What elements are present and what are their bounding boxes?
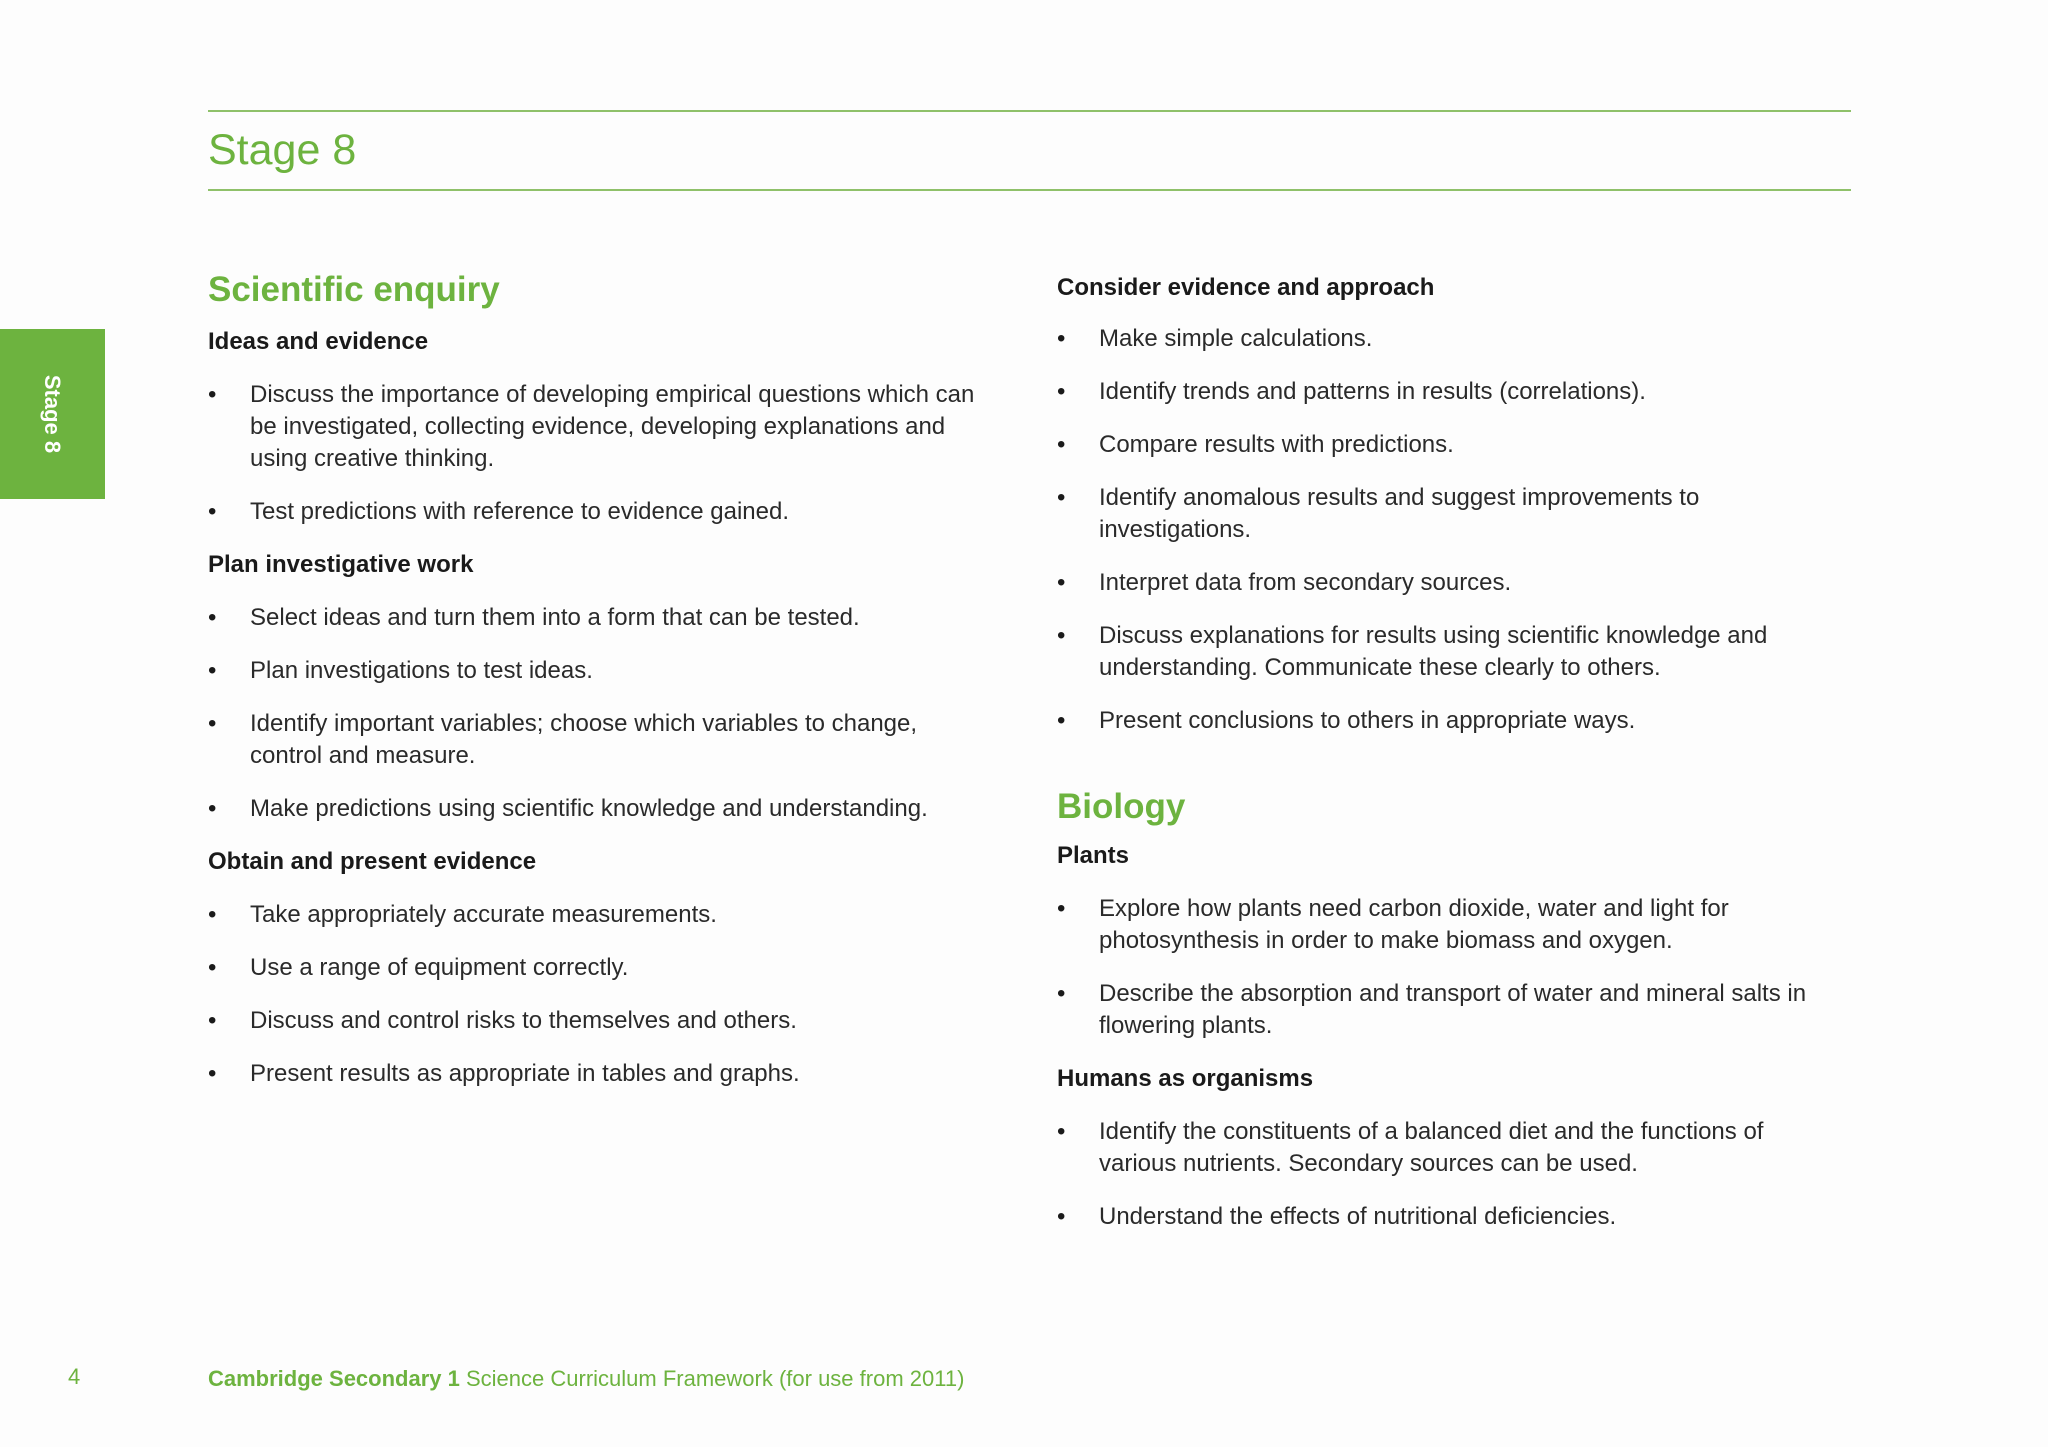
section-title-scientific-enquiry: Scientific enquiry (208, 270, 500, 309)
list-item: • Discuss explanations for results using scientific knowledge and understanding. Communicate these clearly to others. (1057, 620, 1859, 684)
footer-subtitle: Science Curriculum Framework (for use from 2011) (466, 1366, 965, 1391)
list-item: • Discuss the importance of developing empirical questions which can be investigated, collecting evidence, developing explanations and using creative thinking. (208, 379, 990, 475)
list-item: • Present results as appropriate in tables and graphs. (208, 1058, 1008, 1090)
list-item: • Understand the effects of nutritional deficiencies. (1057, 1201, 1857, 1233)
list-item: • Identify trends and patterns in results (correlations). (1057, 376, 1857, 408)
list-item: • Select ideas and turn them into a form that can be tested. (208, 602, 1008, 634)
list-item: • Explore how plants need carbon dioxide, water and light for photosynthesis in order to make biomass and oxygen. (1057, 893, 1819, 957)
page-number: 4 (68, 1364, 81, 1389)
list-item: • Discuss and control risks to themselves and others. (208, 1005, 1008, 1037)
list-item: • Use a range of equipment correctly. (208, 952, 1008, 984)
list-item: • Take appropriately accurate measurements. (208, 899, 1008, 931)
section-title-biology: Biology (1057, 787, 1186, 826)
subheading-obtain-and-present-evidence: Obtain and present evidence (208, 848, 537, 875)
list-item: • Present conclusions to others in appropriate ways. (1057, 705, 1857, 737)
list-plan-investigative-work (208, 602, 1008, 825)
stage-side-tab (0, 329, 105, 499)
list-item: • Describe the absorption and transport of water and mineral salts in flowering plants. (1057, 978, 1879, 1042)
page-title: Stage 8 (208, 126, 357, 174)
subheading-consider-evidence-and-approach: Consider evidence and approach (1057, 274, 1435, 301)
list-item: • Make predictions using scientific knowledge and understanding. (208, 793, 1008, 825)
subheading-plan-investigative-work: Plan investigative work (208, 551, 474, 578)
right-column (1057, 270, 1857, 1233)
left-column (208, 270, 1008, 1090)
footer-brand: Cambridge Secondary 1 (208, 1366, 460, 1391)
list-item: • Identify important variables; choose which variables to change, control and measure. (208, 708, 960, 772)
list-item: • Test predictions with reference to evidence gained. (208, 496, 1008, 528)
list-item: • Identify the constituents of a balanced diet and the functions of various nutrients. Secondary sources can be used. (1057, 1116, 1839, 1180)
header-bottom-rule (208, 189, 1851, 191)
list-ideas-and-evidence (208, 379, 1008, 528)
list-item: • Identify anomalous results and suggest improvements to investigations. (1057, 482, 1799, 546)
header-top-rule (208, 110, 1851, 112)
list-obtain-and-present-evidence (208, 899, 1008, 1090)
list-item: • Make simple calculations. (1057, 323, 1857, 355)
subheading-humans-as-organisms: Humans as organisms (1057, 1065, 1314, 1092)
footer-title (208, 1366, 964, 1392)
list-plants (1057, 893, 1857, 1042)
subheading-plants: Plants (1057, 842, 1130, 869)
list-consider-evidence-and-approach (1057, 323, 1857, 737)
list-item: • Interpret data from secondary sources. (1057, 567, 1857, 599)
stage-side-tab-label: Stage 8 (40, 374, 66, 454)
list-humans-as-organisms (1057, 1116, 1857, 1233)
subheading-ideas-and-evidence: Ideas and evidence (208, 328, 429, 355)
list-item: • Plan investigations to test ideas. (208, 655, 1008, 687)
list-item: • Compare results with predictions. (1057, 429, 1857, 461)
